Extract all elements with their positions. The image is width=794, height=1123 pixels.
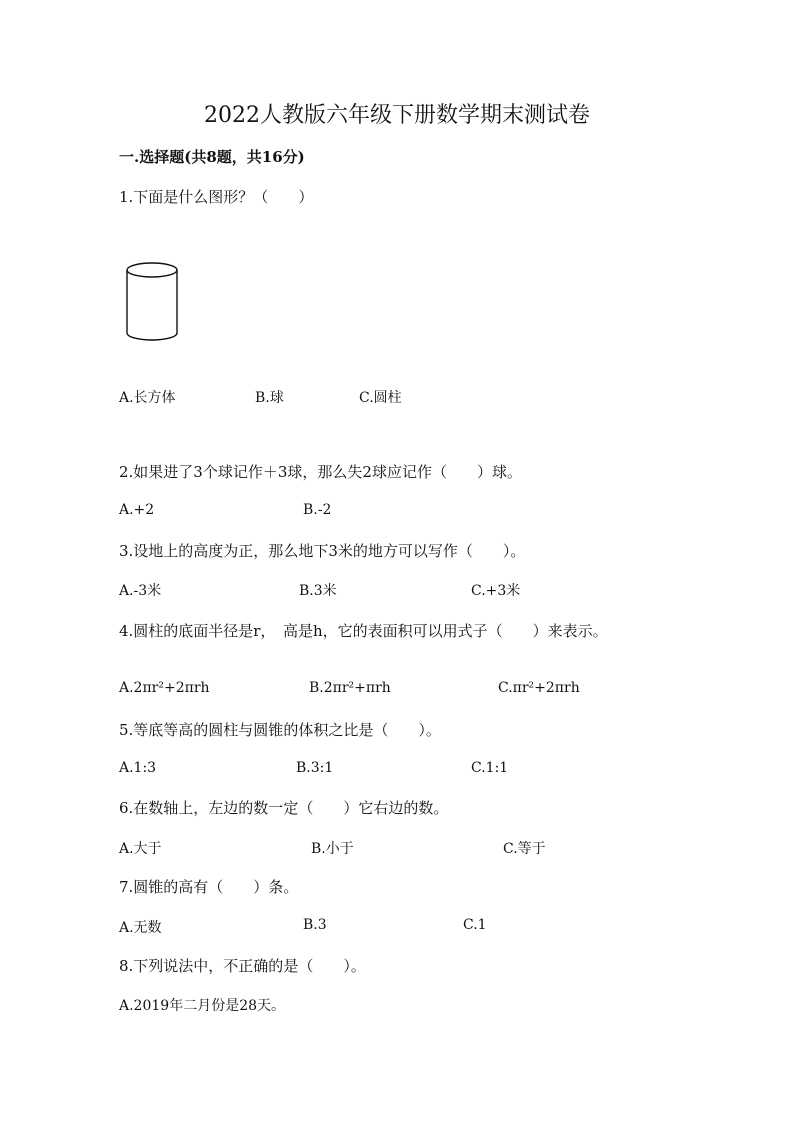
q4-option-b: B.2πr²+πrh <box>309 680 391 696</box>
question-1: 1.下面是什么图形？（ ） <box>119 188 314 206</box>
q1-option-a: A.长方体 <box>119 390 176 406</box>
q7-option-a: A.无数 <box>119 920 162 936</box>
question-7: 7.圆锥的高有（ ）条。 <box>119 878 299 896</box>
question-6: 6.在数轴上，左边的数一定（ ）它右边的数。 <box>119 799 449 817</box>
page-title: 2022人教版六年级下册数学期末测试卷 <box>204 103 590 128</box>
q2-option-a: A.+2 <box>119 502 155 518</box>
q2-option-b: B.-2 <box>303 502 332 518</box>
q5-option-c: C.1:1 <box>471 760 509 776</box>
q3-option-c: C.+3米 <box>471 583 521 599</box>
question-8: 8.下列说法中，不正确的是（ ）。 <box>119 957 366 975</box>
q7-option-c: C.1 <box>463 917 487 933</box>
q1-option-c: C.圆柱 <box>359 390 402 406</box>
q1-option-b: B.球 <box>255 390 284 406</box>
q4-option-c: C.πr²+2πrh <box>498 680 580 696</box>
q6-option-b: B.小于 <box>311 841 354 857</box>
q6-option-c: C.等于 <box>503 841 546 857</box>
section-heading: 一.选择题(共8题，共16分) <box>119 148 305 166</box>
q5-option-b: B.3:1 <box>296 760 334 776</box>
question-3: 3.设地上的高度为正，那么地下3米的地方可以写作（ ）。 <box>119 542 526 560</box>
q8-option-a: A.2019年二月份是28天。 <box>119 998 286 1014</box>
question-5: 5.等底等高的圆柱与圆锥的体积之比是（ ）。 <box>119 721 441 739</box>
q5-option-a: A.1:3 <box>119 760 157 776</box>
question-2: 2.如果进了3个球记作＋3球，那么失2球应记作（ ）球。 <box>119 463 522 481</box>
q7-option-b: B.3 <box>303 917 327 933</box>
question-4: 4.圆柱的底面半径是r， 高是h，它的表面积可以用式子（ ）来表示。 <box>119 622 608 640</box>
q4-option-a: A.2πr²+2πrh <box>119 680 210 696</box>
q6-option-a: A.大于 <box>119 841 162 857</box>
q3-option-b: B.3米 <box>299 583 337 599</box>
cylinder-figure <box>121 258 183 346</box>
q3-option-a: A.-3米 <box>119 583 162 599</box>
